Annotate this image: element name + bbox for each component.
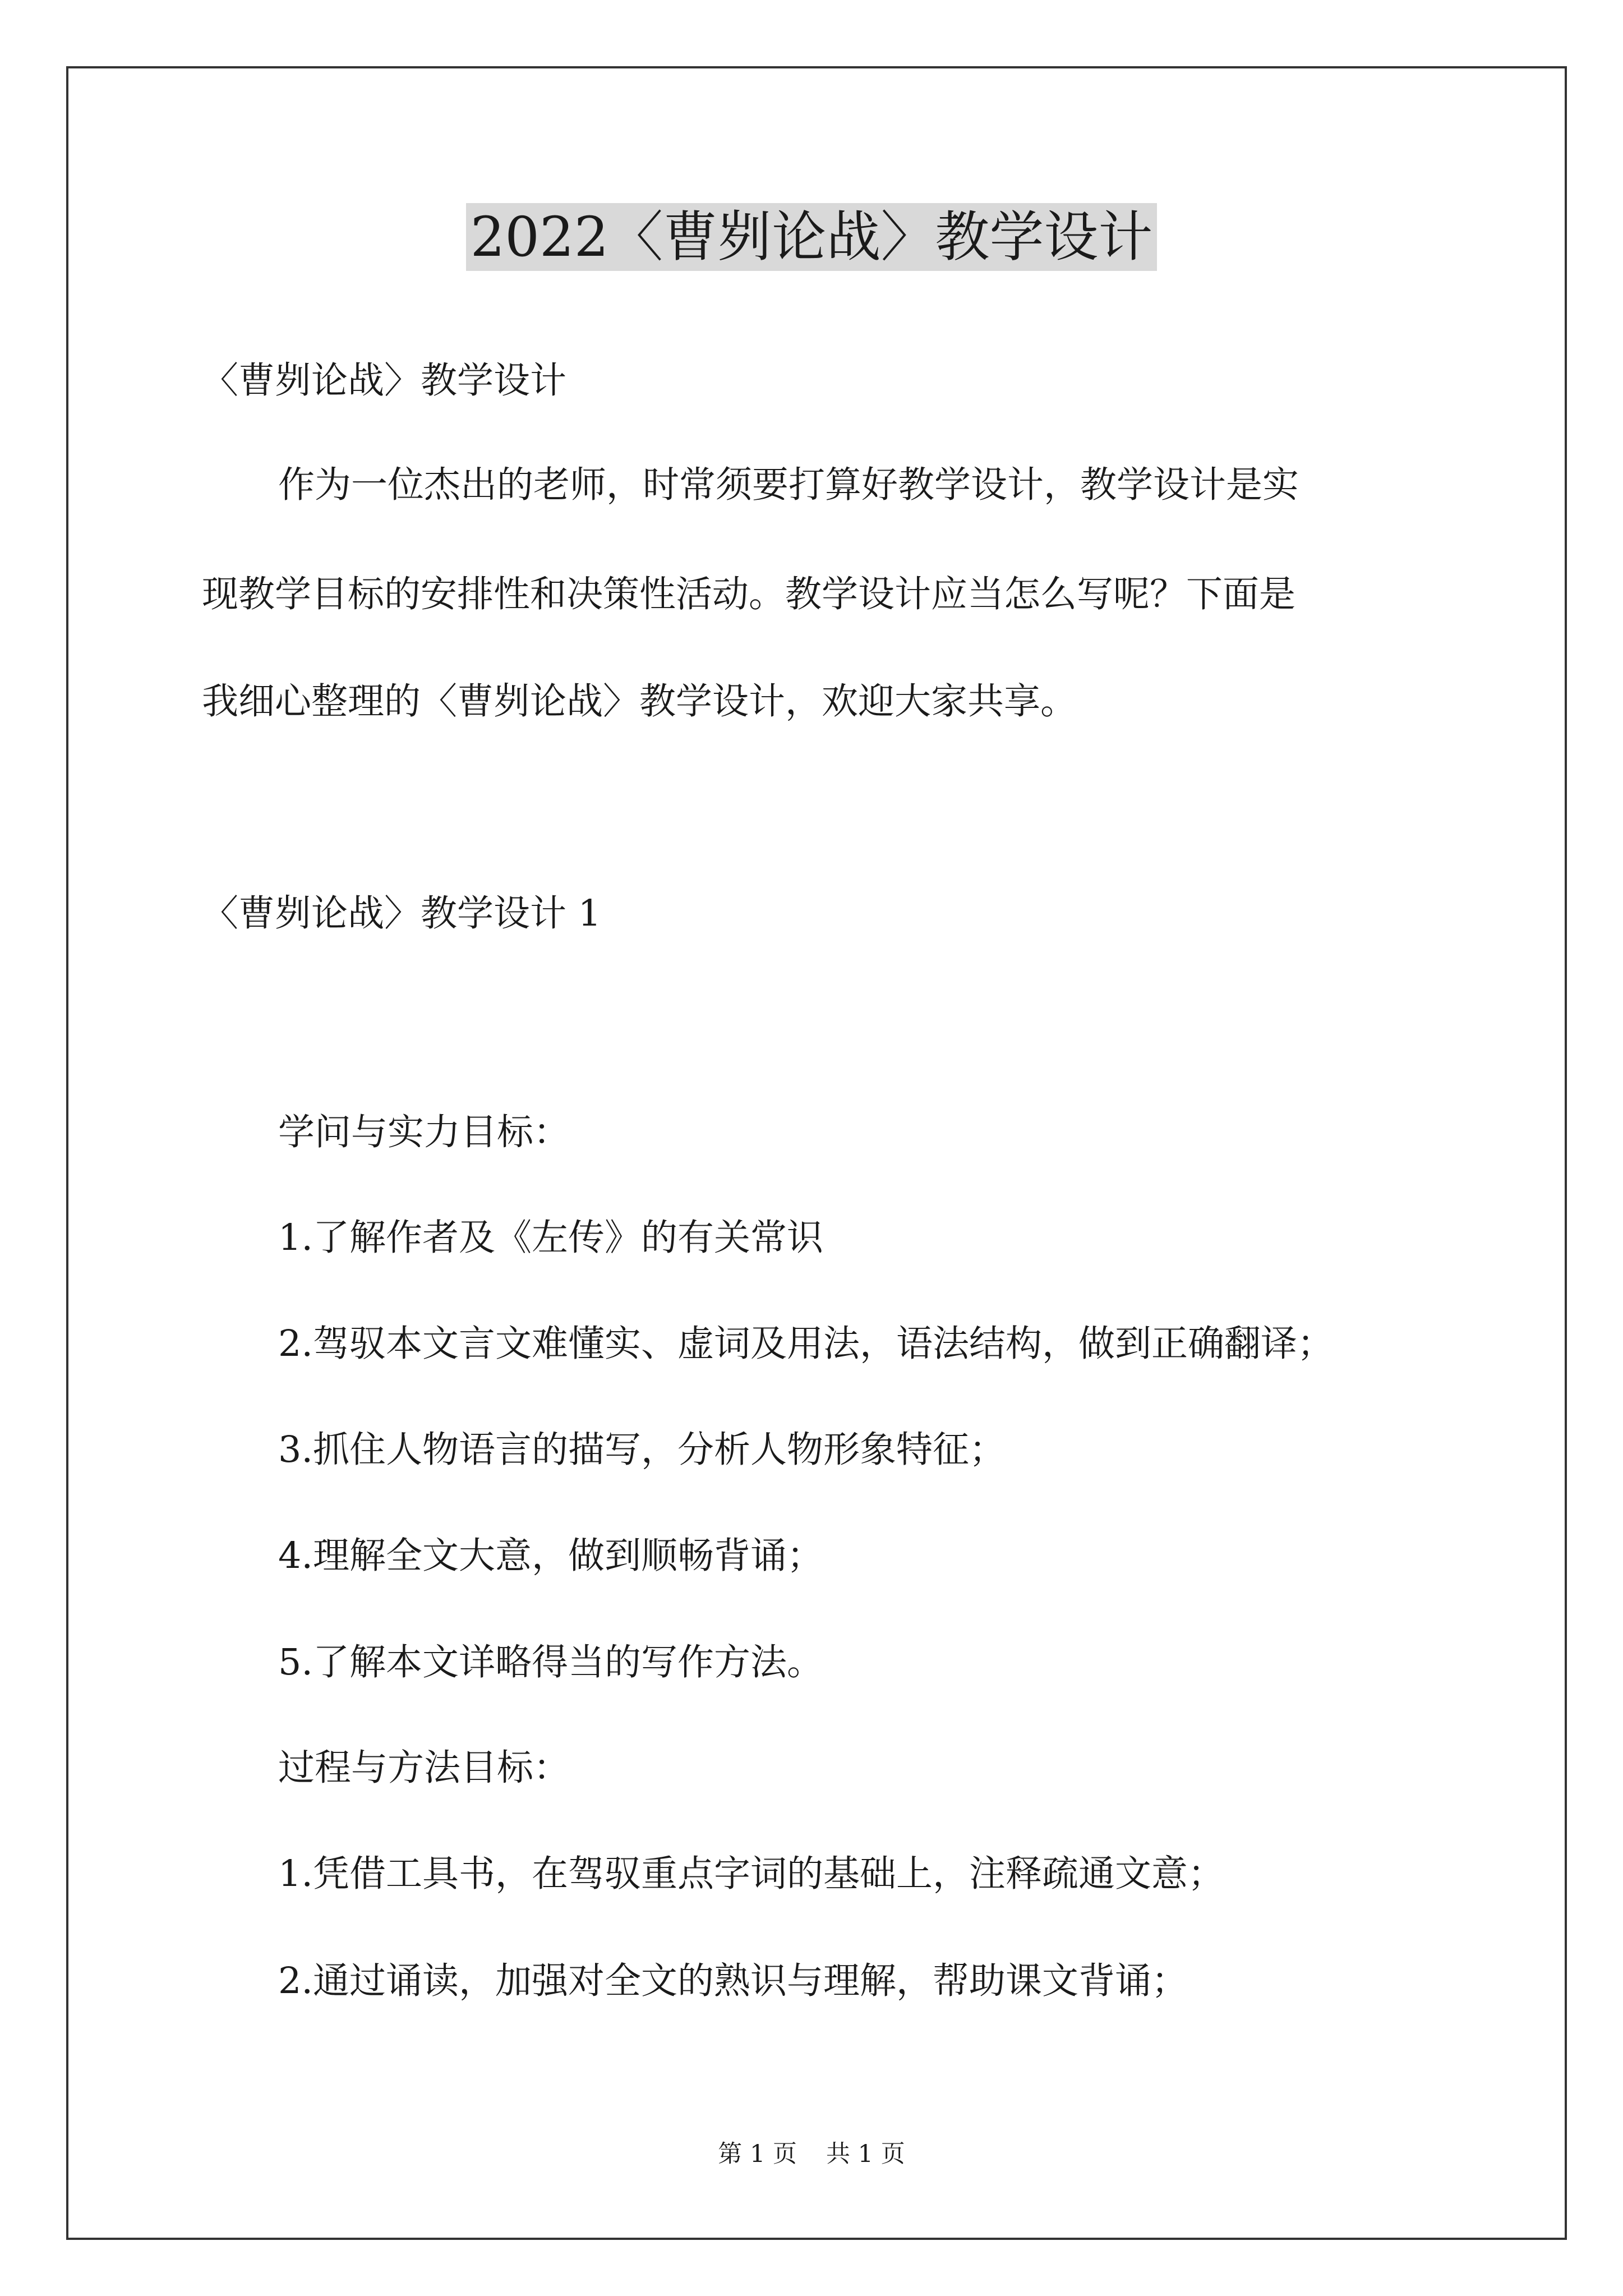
knowledge-heading: 学问与实力目标： <box>278 1111 570 1153</box>
process-heading: 过程与方法目标： <box>278 1747 570 1789</box>
page-number: 第 1 页 <box>718 2140 797 2168</box>
page-total: 共 1 页 <box>826 2140 905 2168</box>
subtitle: 〈曹刿论战〉教学设计 <box>202 360 567 402</box>
intro-line-2: 现教学目标的安排性和决策性活动。教学设计应当怎么写呢？下面是 <box>202 573 1296 615</box>
knowledge-item-5: 5.了解本文详略得当的写作方法。 <box>278 1641 824 1683</box>
section-heading: 〈曹刿论战〉教学设计 1 <box>202 892 602 935</box>
intro-line-3: 我细心整理的〈曹刿论战〉教学设计，欢迎大家共享。 <box>202 680 1077 723</box>
page-footer <box>0 2140 1623 2169</box>
knowledge-item-1: 1.了解作者及《左传》的有关常识 <box>278 1217 824 1259</box>
document-title <box>0 205 1623 270</box>
knowledge-item-4: 4.理解全文大意，做到顺畅背诵； <box>278 1535 824 1577</box>
document-title-text: 2022〈曹刿论战〉教学设计 <box>466 203 1158 271</box>
knowledge-item-2: 2.驾驭本文言文难懂实、虚词及用法，语法结构，做到正确翻译； <box>278 1323 1334 1365</box>
knowledge-item-3: 3.抓住人物语言的描写，分析人物形象特征； <box>278 1429 1006 1471</box>
process-item-1: 1.凭借工具书，在驾驭重点字词的基础上，注释疏通文意； <box>278 1853 1225 1895</box>
process-item-2: 2.通过诵读，加强对全文的熟识与理解，帮助课文背诵； <box>278 1960 1188 2002</box>
intro-line-1: 作为一位杰出的老师，时常须要打算好教学设计，教学设计是实 <box>278 464 1299 506</box>
